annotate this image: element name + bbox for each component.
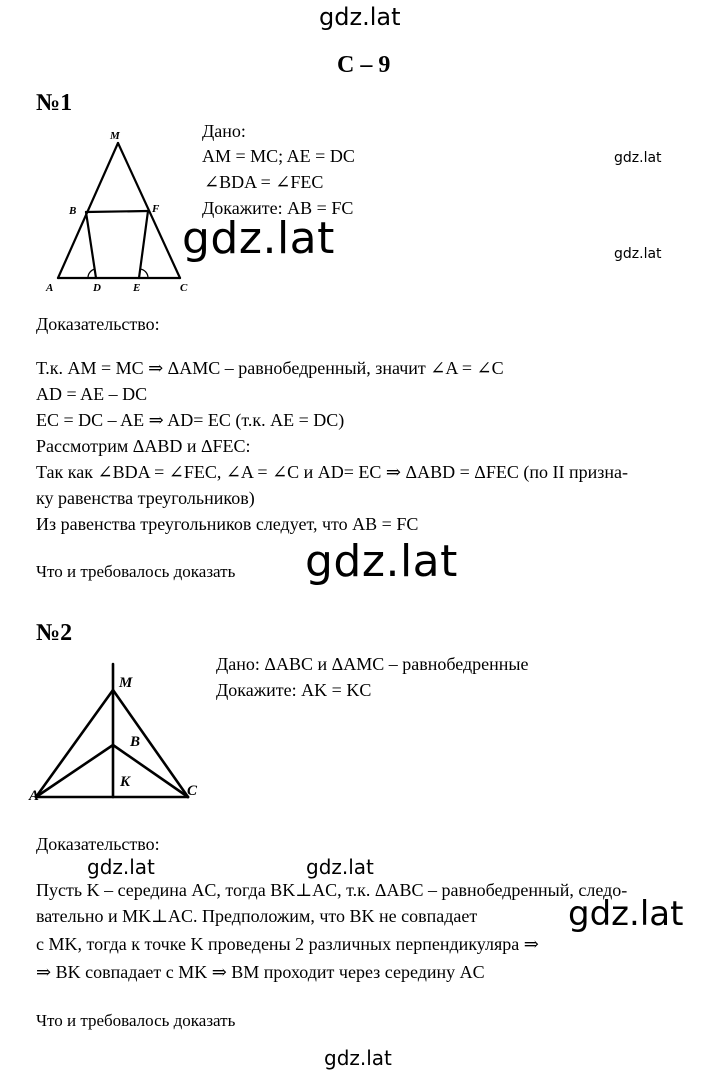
task1-given-line-1: AM = MC; AE = DC: [202, 146, 355, 166]
task1-proof-line-1: Т.к. AM = MC ⇒ ΔAMC – равнобедренный, значит ∠A = ∠C: [36, 358, 504, 378]
task1-figure: [40, 125, 200, 295]
task2-prove-line: Докажите: AK = KC: [216, 680, 372, 700]
task2-side-ab: [36, 745, 113, 797]
watermark-mid-1: gdz.lat: [87, 855, 155, 879]
task2-label-b: B: [130, 734, 141, 750]
task1-given-line-3: Докажите: AB = FC: [202, 198, 354, 218]
watermark-right-big: gdz.lat: [568, 894, 684, 934]
task2-conclusion: Что и требовалось доказать: [36, 1011, 236, 1030]
task2-proof-line-3: с MK, тогда к точке K проведены 2 различных перпендикуляра ⇒: [36, 934, 539, 954]
task1-given-line-2: ∠BDA = ∠FEC: [204, 172, 324, 192]
task1-given-label: Дано:: [202, 121, 246, 141]
task2-proof-line-2: вательно и MK⊥AC. Предположим, что BK не совпадает: [36, 906, 478, 926]
task2-proof-line-4: ⇒ BK совпадает с MK ⇒ BM проходит через середину AC: [36, 962, 485, 982]
task1-proof-line-5: Так как ∠BDA = ∠FEC, ∠A = ∠C и AD= EC ⇒ ΔABD = ΔFEC (по II призна-: [36, 462, 628, 482]
task1-proof-line-2: AD = AE – DC: [36, 384, 148, 404]
task1-proof-line-6: ку равенства треугольников): [36, 488, 255, 508]
task2-label-a: A: [29, 788, 40, 804]
task1-segment-bd: [86, 212, 96, 278]
task2-proof-label: Доказательство:: [36, 834, 160, 854]
task2-label-m: M: [119, 675, 133, 691]
task1-proof-line-3: EC = DC – AE ⇒ AD= EC (т.к. AE = DC): [36, 410, 345, 430]
task2-number: №2: [36, 620, 73, 646]
task1-proof-line-7: Из равенства треугольников следует, что AB = FC: [36, 514, 419, 534]
task1-side-am: [58, 143, 118, 278]
task1-label-c: C: [180, 282, 188, 294]
watermark-right-2: gdz.lat: [614, 246, 662, 262]
task1-proof-line-4: Рассмотрим ΔABD и ΔFEC:: [36, 436, 251, 456]
task1-segment-bf: [86, 211, 148, 212]
section-title: С – 9: [337, 52, 391, 78]
task1-conclusion: Что и требовалось доказать: [36, 562, 236, 581]
task2-figure: [28, 660, 208, 805]
task1-label-f: F: [152, 203, 160, 215]
task1-number: №1: [36, 90, 73, 116]
task1-angle-e: [140, 269, 148, 278]
task2-label-c: C: [187, 783, 198, 799]
watermark-mid-2: gdz.lat: [306, 855, 374, 879]
task1-label-a: A: [46, 282, 54, 294]
task1-label-d: D: [93, 282, 101, 294]
watermark-top: gdz.lat: [319, 3, 401, 31]
watermark-big-1: gdz.lat: [182, 213, 335, 264]
task1-label-m: M: [110, 130, 120, 142]
task2-label-k: K: [120, 774, 131, 790]
task2-side-am: [36, 690, 113, 797]
watermark-right-1: gdz.lat: [614, 150, 662, 166]
task1-proof-label: Доказательство:: [36, 314, 160, 334]
watermark-bottom: gdz.lat: [324, 1046, 392, 1070]
watermark-big-2: gdz.lat: [305, 536, 458, 587]
task2-proof-line-1: Пусть K – середина AC, тогда BK⊥AC, т.к. ΔABC – равнобедренный, следо-: [36, 880, 628, 900]
task2-given-line: Дано: ΔABC и ΔAMC – равнобедренные: [216, 654, 529, 674]
task1-segment-fe: [139, 211, 148, 278]
task1-label-e: E: [133, 282, 141, 294]
task1-label-b: B: [69, 205, 77, 217]
